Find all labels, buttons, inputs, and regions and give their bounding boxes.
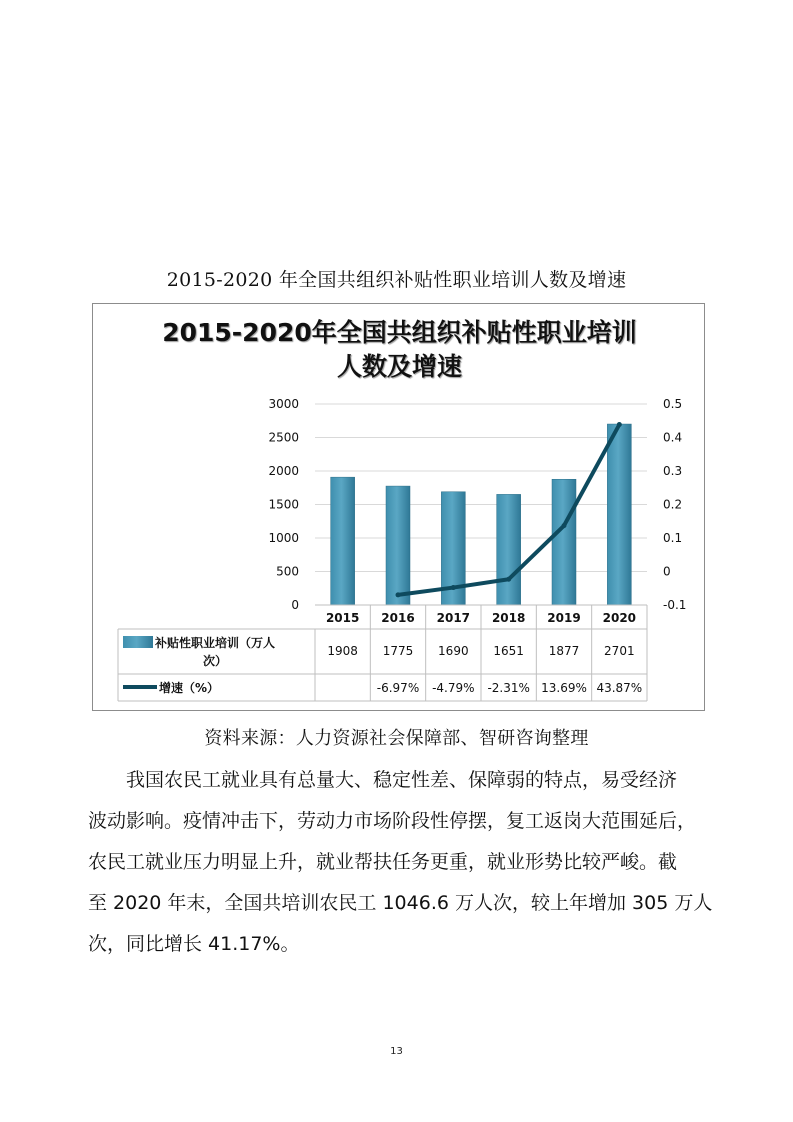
bar-data-label: 1690 (438, 644, 469, 658)
growth-point-2020 (617, 422, 622, 427)
y-right-tick-label: 0.3 (663, 464, 683, 478)
y-right-tick-label: 0.5 (663, 397, 683, 411)
growth-point-2016 (396, 592, 401, 597)
x-category-label: 2020 (602, 611, 637, 625)
growth-point-2017 (451, 585, 456, 590)
paragraph-line: 农民工就业压力明显上升，就业帮扶任务更重，就业形势比较严峻。截 (88, 851, 678, 873)
bar-data-label: 1775 (382, 644, 414, 658)
y-right-tick-label: 0.2 (663, 497, 683, 512)
legend-bar-label-1: 补贴性职业培训（万人 (155, 636, 276, 650)
legend-line-label: 增速（%） (159, 681, 220, 695)
x-category-label: 2016 (381, 611, 415, 625)
growth-data-label: 43.87% (596, 681, 643, 695)
bar-data-label: 1877 (548, 644, 580, 658)
y-left-tick-label: 3000 (268, 397, 299, 411)
page-number: 13 (390, 1046, 403, 1057)
growth-data-label: -2.31% (487, 681, 530, 695)
bar-2015 (331, 477, 355, 605)
growth-point-2018 (506, 577, 511, 582)
paragraph-line: 波动影响。疫情冲击下，劳动力市场阶段性停摆，复工返岗大范围延后， (88, 810, 697, 832)
body-paragraph (88, 760, 713, 965)
y-left-tick-label: 1500 (268, 497, 299, 512)
growth-point-2019 (562, 523, 567, 528)
growth-data-label: -4.79% (432, 681, 475, 695)
y-left-tick-label: 0 (291, 598, 299, 612)
y-left-tick-label: 500 (276, 564, 299, 579)
bar-data-label: 2701 (604, 644, 635, 658)
bar-2020 (607, 424, 631, 605)
y-left-tick-label: 2500 (268, 430, 299, 445)
bar-data-label: 1908 (327, 644, 358, 658)
x-category-label: 2017 (436, 611, 471, 625)
growth-data-label: 13.69% (541, 681, 587, 695)
chart-frame (92, 303, 705, 711)
y-right-tick-label: 0 (663, 564, 671, 579)
y-right-tick-label: 0.1 (663, 531, 683, 545)
paragraph-line: 我国农民工就业具有总量大、稳定性差、保障弱的特点，易受经济 (126, 769, 678, 791)
chart-title-line-1: 2015-2020年全国共组织补贴性职业培训 (162, 318, 637, 347)
y-left-tick-label: 1000 (268, 531, 299, 545)
legend-bar-label-2: 次） (203, 654, 228, 668)
x-category-label: 2019 (547, 611, 581, 625)
paragraph-line: 次，同比增长 41.17%。 (88, 933, 300, 955)
bar-2018 (497, 494, 521, 605)
y-right-tick-label: 0.4 (663, 430, 683, 445)
bar-data-label: 1651 (493, 644, 524, 658)
x-category-label: 2015 (325, 611, 360, 625)
chart-title-line-2: 人数及增速 (336, 352, 462, 381)
paragraph-line: 至 2020 年末，全国共培训农民工 1046.6 万人次，较上年增加 305 万人 (88, 892, 713, 914)
bar-2016 (386, 486, 410, 605)
combo-chart (93, 304, 704, 710)
growth-data-label: -6.97% (376, 681, 420, 695)
y-right-tick-label: -0.1 (663, 598, 687, 612)
x-category-label: 2018 (491, 611, 526, 625)
bar-2019 (552, 479, 576, 605)
legend-bar-key (123, 636, 153, 648)
source-caption: 资料来源：人力资源社会保障部、智研咨询整理 (204, 728, 589, 749)
figure-caption: 2015-2020 年全国共组织补贴性职业培训人数及增速 (166, 269, 627, 291)
y-left-tick-label: 2000 (268, 464, 299, 478)
